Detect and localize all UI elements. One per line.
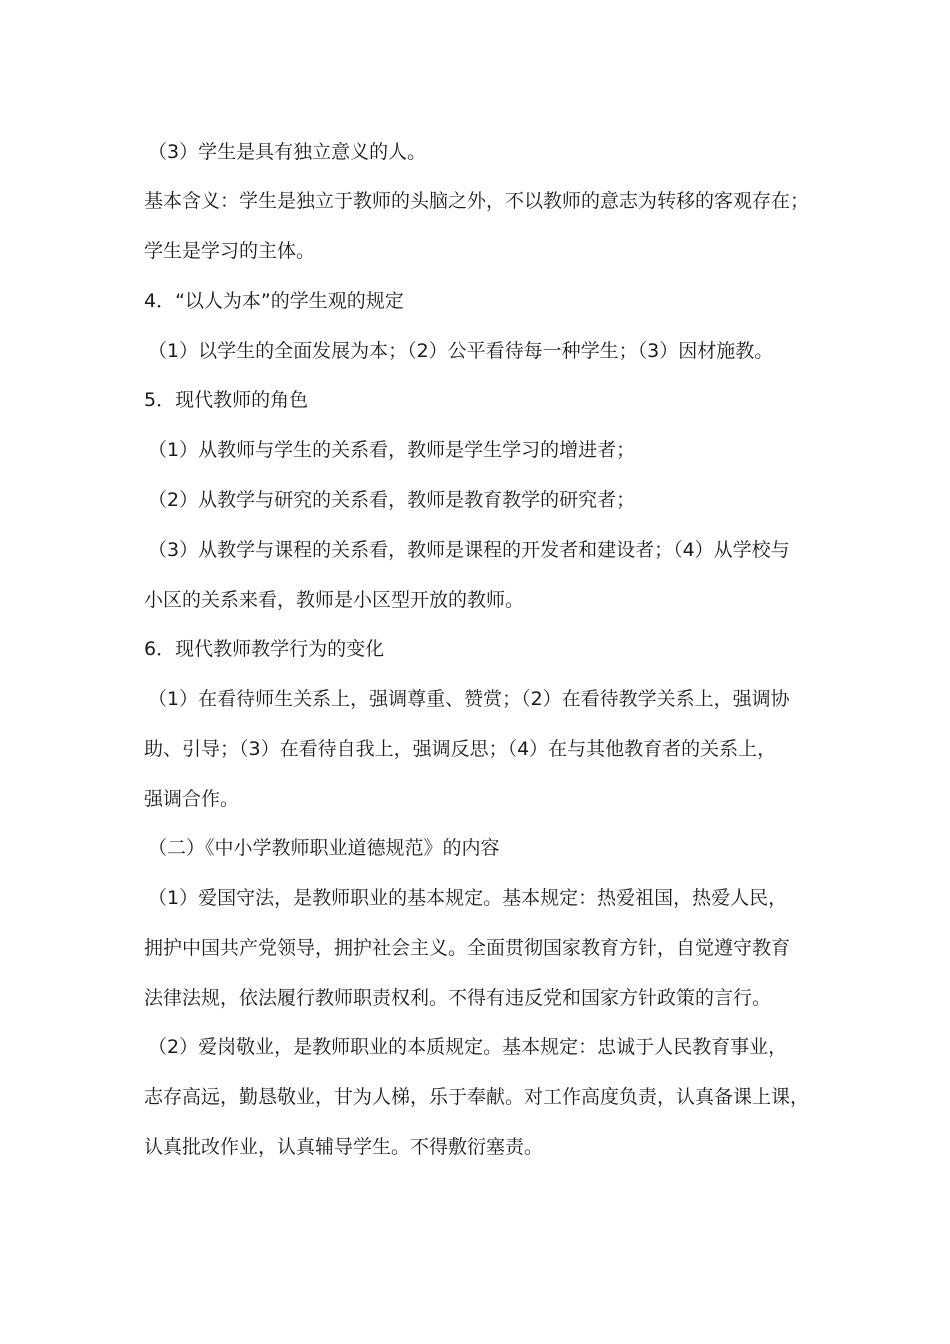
section-heading: 5．现代教师的角色 [144,389,309,411]
text-line: （1）以学生的全面发展为本；（2）公平看待每一种学生；（3）因材施教。 [148,340,774,362]
text-line: 学生是学习的主体。 [144,240,316,262]
text-line: （1）从教师与学生的关系看，教师是学生学习的增进者； [148,439,636,461]
text-line: 助、引导；（3）在看待自我上，强调反思；（4）在与其他教育者的关系上， [144,738,777,760]
text-line: 志存高远，勤恳敬业，甘为人梯，乐于奉献。对工作高度负责，认真备课上课， [144,1086,810,1108]
text-line: （3）学生是具有独立意义的人。 [148,141,427,163]
section-heading: 4．“以人为本”的学生观的规定 [144,290,404,312]
text-line: 小区的关系来看，教师是小区型开放的教师。 [144,589,525,611]
text-line: 基本含义：学生是独立于教师的头脑之外，不以教师的意志为转移的客观存在； [144,190,810,212]
text-line: 拥护中国共产党领导，拥护社会主义。全面贯彻国家教育方针，自觉遵守教育 [144,937,791,959]
text-line: （1）爱国守法，是教师职业的基本规定。基本规定：热爱祖国，热爱人民， [148,887,788,909]
text-line: （2）从教学与研究的关系看，教师是教育教学的研究者； [148,489,636,511]
text-line: （1）在看待师生关系上，强调尊重、赞赏；（2）在看待教学关系上，强调协 [148,688,790,710]
text-line: （3）从教学与课程的关系看，教师是课程的开发者和建设者；（4）从学校与 [148,539,790,561]
text-line: 法律法规，依法履行教师职责权利。不得有违反党和国家方针政策的言行。 [144,987,772,1009]
text-line: 强调合作。 [144,788,240,810]
section-heading: （二）《中小学教师职业道德规范》的内容 [148,837,500,859]
text-line: （2）爱岗敬业，是教师职业的本质规定。基本规定：忠诚于人民教育事业， [148,1036,788,1058]
text-line: 认真批改作业，认真辅导学生。不得敷衍塞责。 [144,1136,544,1158]
section-heading: 6．现代教师教学行为的变化 [144,638,385,660]
